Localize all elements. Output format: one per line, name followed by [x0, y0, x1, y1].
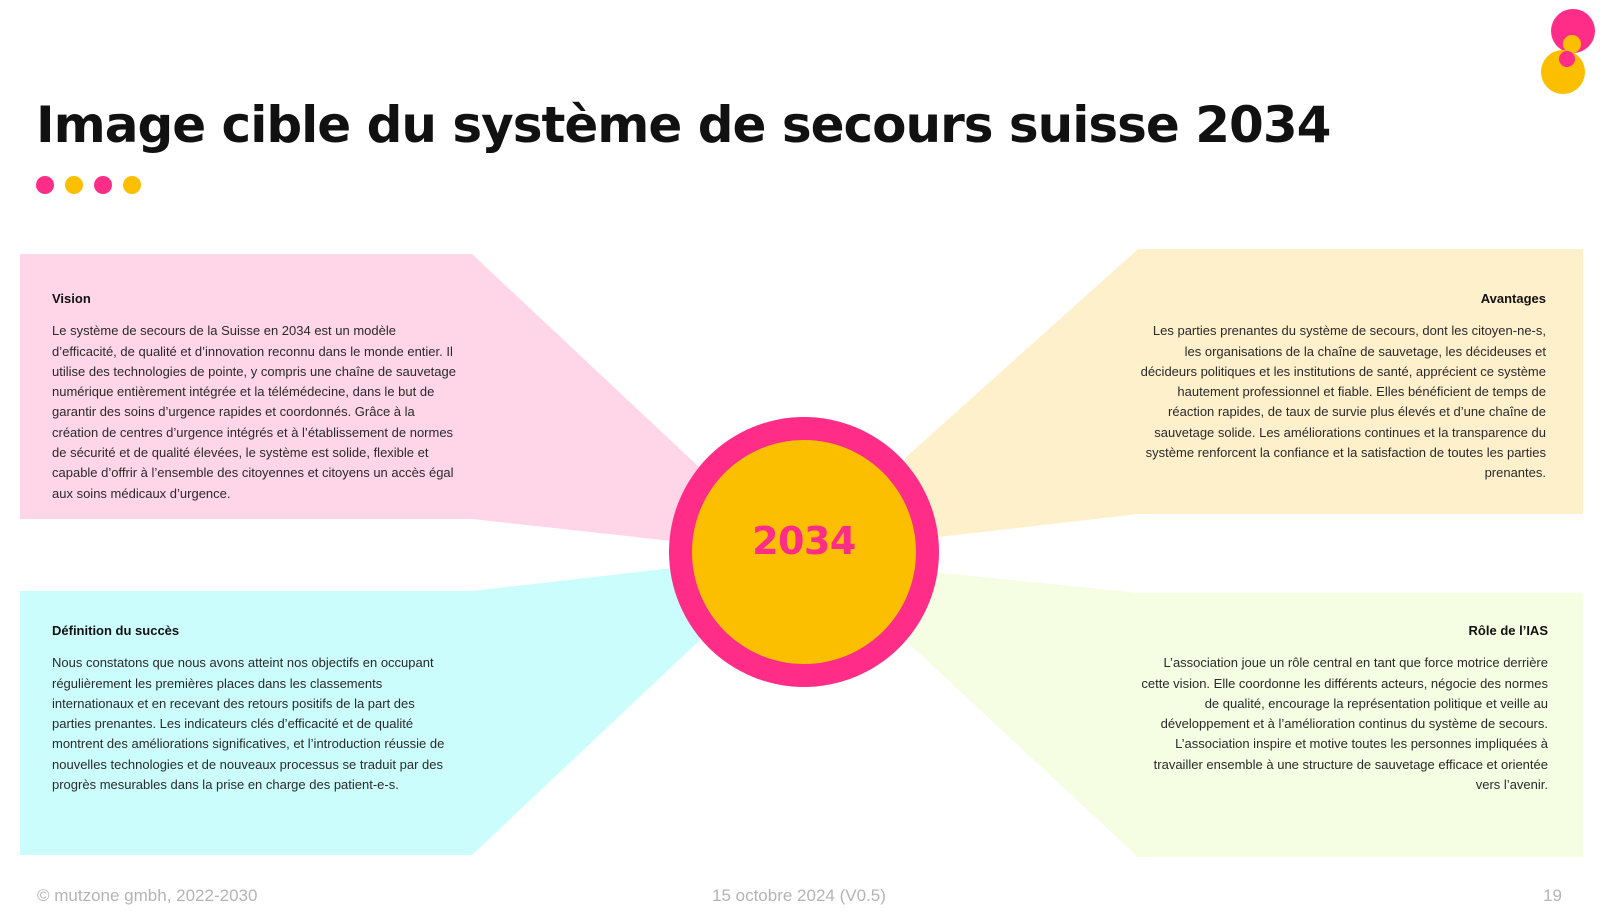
page-title: Image cible du système de secours suisse 2034 [36, 96, 1331, 154]
yellow-dot [123, 176, 141, 194]
role-panel [1140, 621, 1548, 795]
avantages-panel [1138, 289, 1546, 484]
succes-heading: Définition du succès [52, 623, 180, 638]
pink-dot [94, 176, 112, 194]
yellow-dot [65, 176, 83, 194]
role-text: L’association joue un rôle central en tant que force motrice derrière cette vision. Elle coordonne les différents acteurs, négocie des normes de qualité, encourage la représentation politique et veille au développement et à l’amélioration continus du système de secours. L’association inspire et motive toutes les personnes impliquées à travailler ensemble à une structure de sauvetage efficace et orientée vers l’avenir. [1141, 655, 1548, 793]
succes-panel [52, 621, 452, 795]
pink-dot [36, 176, 54, 194]
footer-copyright: © mutzone gmbh, 2022-2030 [37, 886, 258, 905]
vision-heading: Vision [52, 291, 91, 306]
vision-panel [52, 289, 462, 504]
avantages-heading: Avantages [1480, 291, 1546, 306]
center-year: 2034 [752, 519, 856, 563]
footer-date: 15 octobre 2024 (V0.5) [712, 886, 886, 905]
succes-text: Nous constatons que nous avons atteint nos objectifs en occupant régulièrement les premières places dans les classements internationaux et en recevant des retours positifs de la part des parties prenantes. Les indicateurs clés d’efficacité et de qualité montrent des améliorations significatives, et l’introduction réussie de nouvelles technologies et de nouveaux processus se traduit par des progrès mesurables dans la prise en charge des patient-e-s. [52, 655, 445, 793]
avantages-text: Les parties prenantes du système de secours, dont les citoyen-ne-s, les organisations de la chaîne de sauvetage, les décideuses et décideurs politiques et les institutions de santé, apprécient ce système hautement professionnel et fiable. Elles bénéficient de temps de réaction rapides, de taux de survie plus élevés et d’une chaîne de sauvetage solide. Les améliorations continues et la transparence du système renforcent la confiance et la satisfaction de toutes les parties prenantes. [1140, 323, 1546, 481]
vision-text: Le système de secours de la Suisse en 2034 est un modèle d’efficacité, de qualité et d’innovation reconnu dans le monde entier. Il utilise des technologies de pointe, y compris une chaîne de sauvetage numérique entièrement intégrée et la télémédecine, dans le but de garantir des soins d’urgence rapides et coordonnés. Grâce à la création de centres d’urgence intégrés et à l’établissement de normes de sécurité et de qualité élevées, le système est solide, flexible et capable d’offrir à l’ensemble des citoyennes et citoyens un accès égal aux soins médicaux d’urgence. [52, 323, 456, 501]
role-heading: Rôle de l’IAS [1468, 623, 1548, 638]
brand-logo-icon [1535, 6, 1601, 98]
footer-page-number: 19 [1543, 886, 1562, 905]
